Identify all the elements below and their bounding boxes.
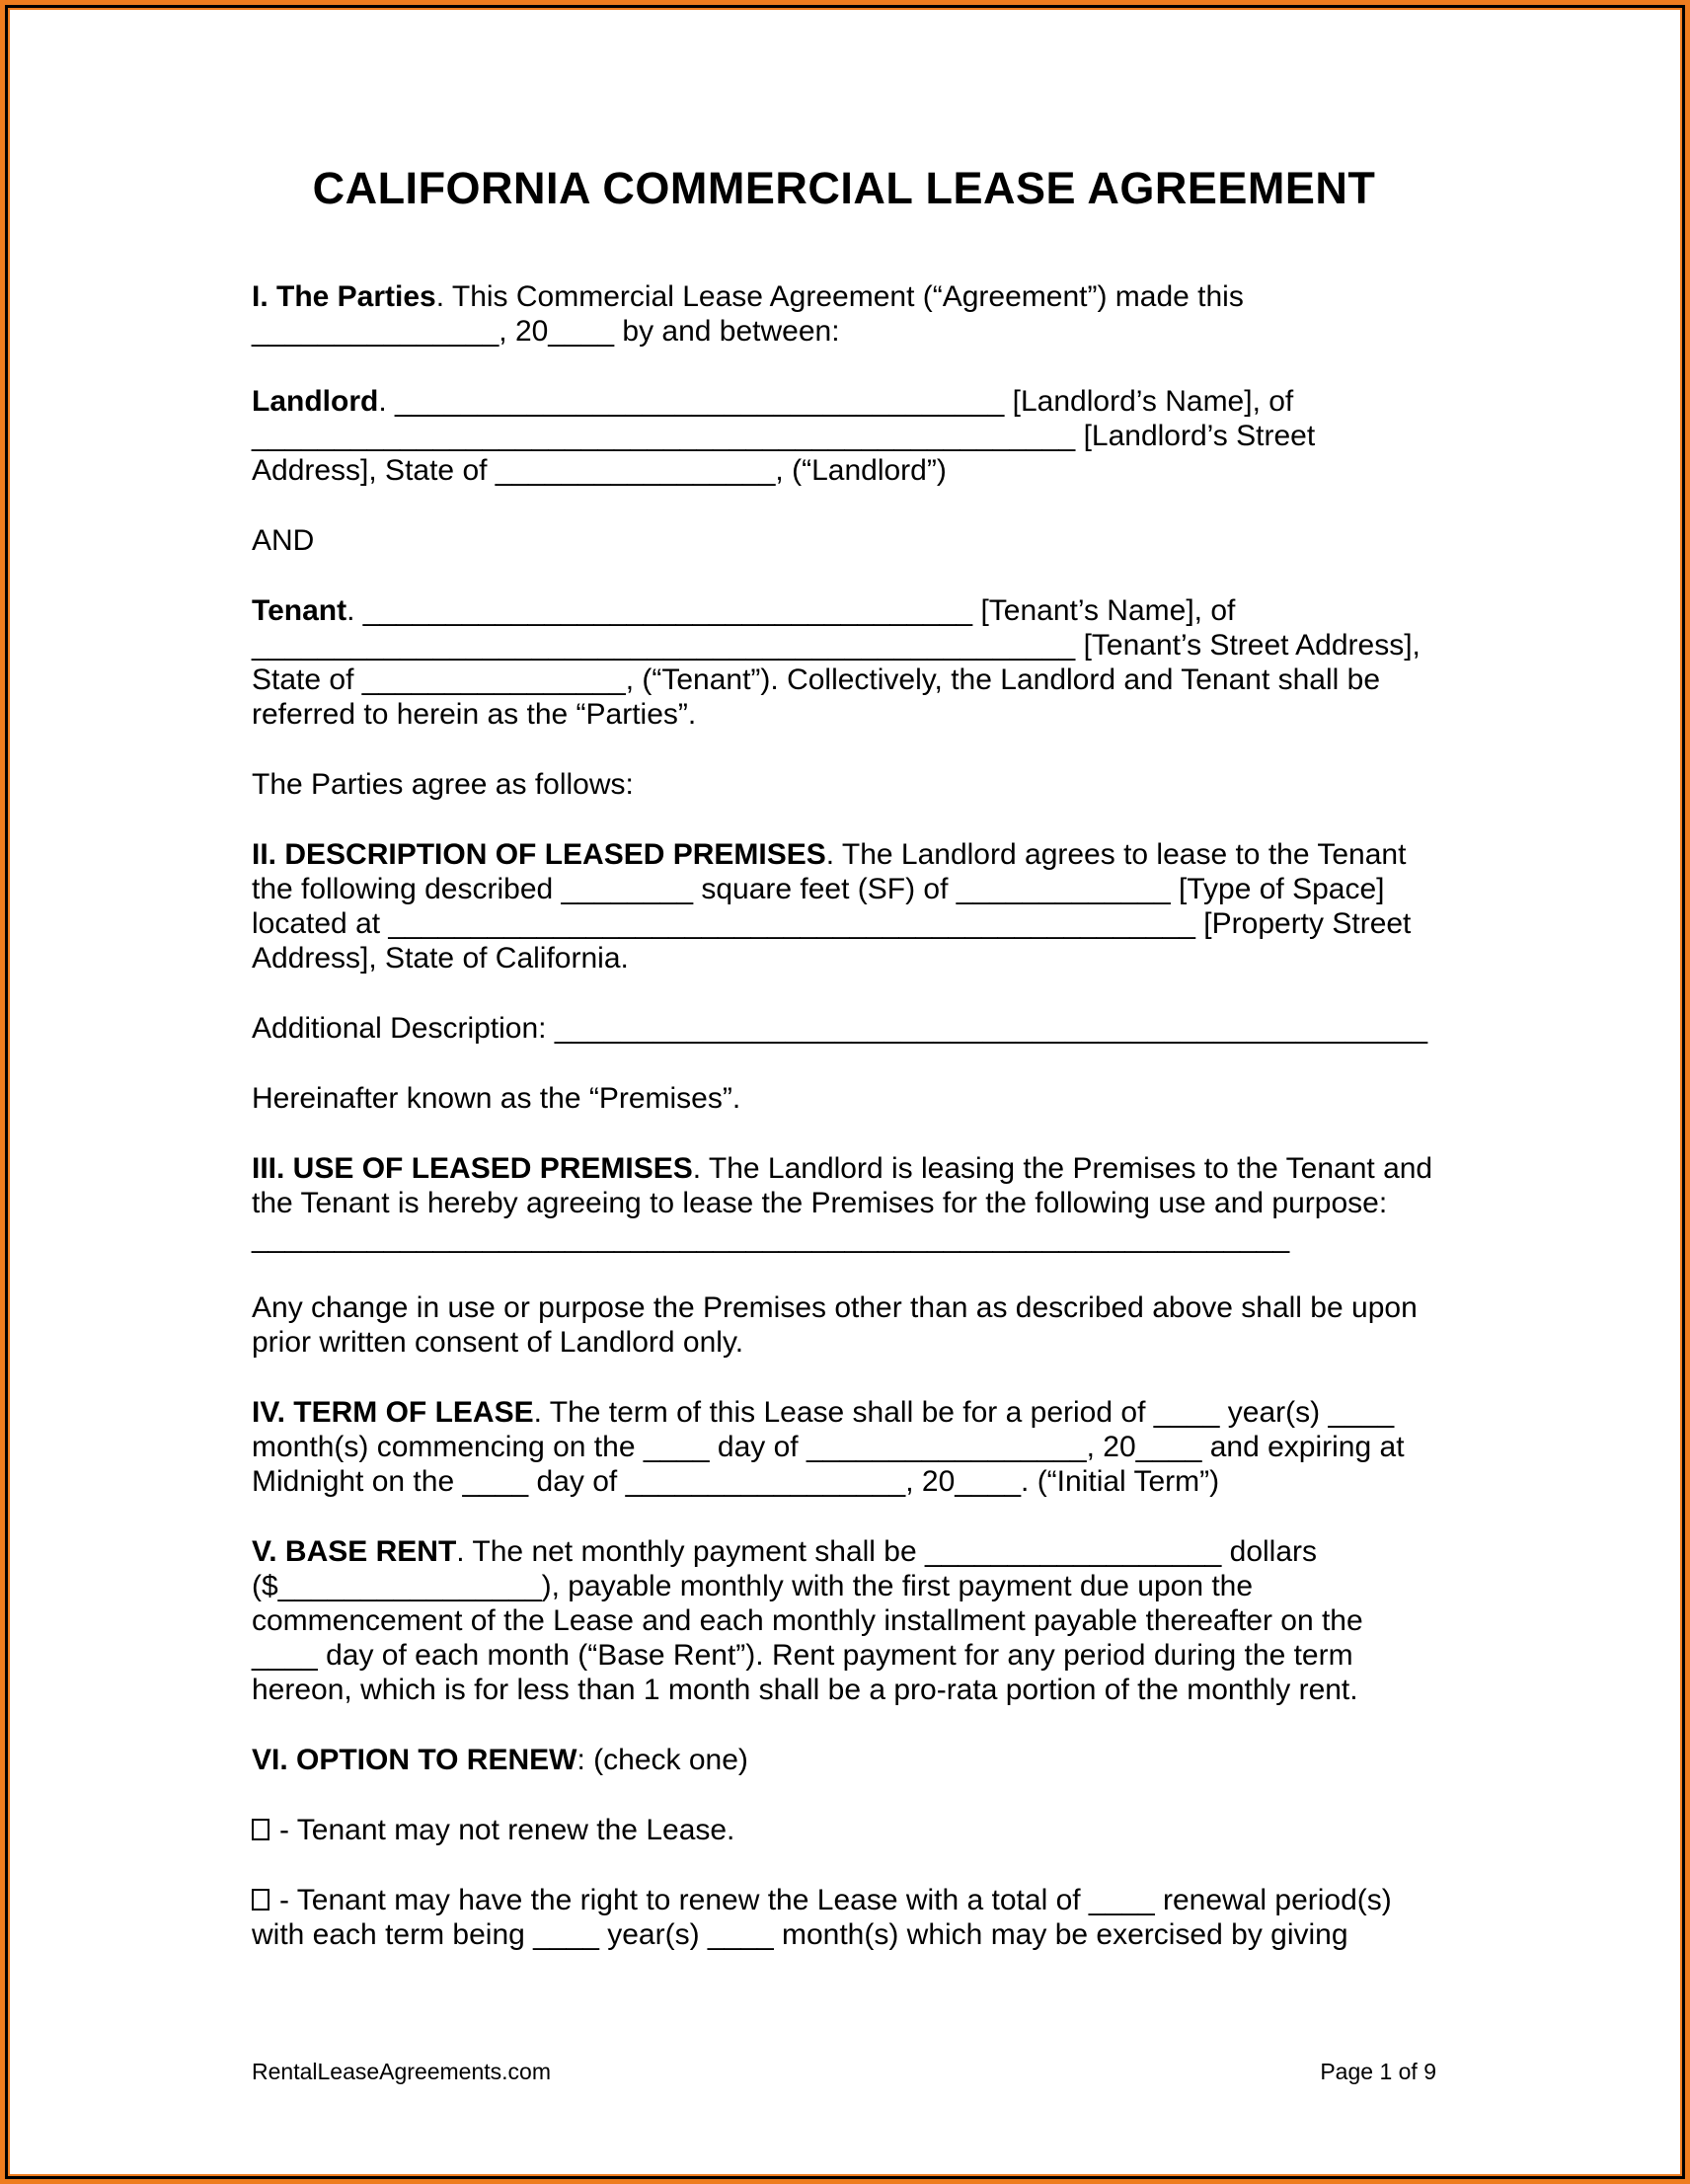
paragraph-parties [252, 279, 1436, 349]
parties-heading: I. The Parties [252, 280, 436, 313]
paragraph-landlord [252, 384, 1436, 488]
paragraph-additional-description: Additional Description: _____________________________________________________ [252, 1012, 1428, 1045]
paragraph-tenant [252, 593, 1436, 732]
parties-text: . This Commercial Lease Agreement (“Agreement”) made this _______________, 20____ by and between: [252, 280, 1244, 348]
landlord-text: . _____________________________________ [Landlord’s Name], of __________________________________________________ [Landlord’s Street Address], State of _________________, (“Landlord”) [252, 385, 1316, 487]
paragraph-term [252, 1395, 1436, 1499]
renew-text: : (check one) [576, 1744, 748, 1776]
paragraph-agreement-intro: The Parties agree as follows: [252, 768, 634, 801]
renew-heading: VI. OPTION TO RENEW [252, 1744, 577, 1776]
term-heading: IV. TERM OF LEASE [252, 1396, 534, 1429]
term-text: . The term of this Lease shall be for a period of ____ year(s) ____ month(s) commencing on the ____ day of _________________, 20____ and expiring at Midnight on the ____ day of _________________, 20____. (“Initial Term”) [252, 1396, 1405, 1498]
renew-option-1 [252, 1813, 1436, 1847]
description-text: . The Landlord agrees to lease to the Tenant the following described ________ square feet (SF) of _____________ [Type of Space] located at _________________________________________________ [Property Street Address], State of California. [252, 838, 1412, 975]
paragraph-use-change: Any change in use or purpose the Premises other than as described above shall be upon prior written consent of Landlord only. [252, 1291, 1418, 1359]
paragraph-and: AND [252, 524, 315, 557]
renew-option-1-label: - Tenant may not renew the Lease. [279, 1814, 735, 1846]
description-heading: II. DESCRIPTION OF LEASED PREMISES [252, 838, 826, 871]
tenant-heading: Tenant [252, 594, 347, 627]
footer-website: RentalLeaseAgreements.com [252, 2059, 551, 2084]
base-rent-heading: V. BASE RENT [252, 1535, 457, 1568]
paragraph-renew [252, 1743, 1436, 1777]
paragraph-base-rent [252, 1534, 1436, 1707]
renew-option-2-label: - Tenant may have the right to renew the Lease with a total of ____ renewal period(s) with each term being ____ year(s) ____ month(s) which may be exercised by giving [252, 1884, 1392, 1951]
footer-page-number: Page 1 of 9 [1320, 2059, 1436, 2084]
renew-option-2 [252, 1883, 1436, 1952]
checkbox-icon[interactable] [252, 1819, 269, 1840]
document-title: CALIFORNIA COMMERCIAL LEASE AGREEMENT [312, 163, 1376, 213]
use-text: . The Landlord is leasing the Premises to the Tenant and the Tenant is hereby agreeing to lease the Premises for the following use and purpose: _______________________________________________________________ [252, 1152, 1433, 1254]
paragraph-use [252, 1151, 1436, 1255]
checkbox-icon[interactable] [252, 1889, 269, 1911]
paragraph-hereinafter: Hereinafter known as the “Premises”. [252, 1082, 741, 1115]
paragraph-description [252, 837, 1436, 975]
landlord-heading: Landlord [252, 385, 379, 418]
use-heading: III. USE OF LEASED PREMISES [252, 1152, 693, 1185]
base-rent-text: . The net monthly payment shall be __________________ dollars ($________________), payable monthly with the first payment due upon the commencement of the Lease and each monthly installment payable thereafter on the ____ day of each month (“Base Rent”). Rent payment for any period during the term hereon, which is for less than 1 month shall be a pro-rata portion of the monthly rent. [252, 1535, 1363, 1706]
tenant-text: . _____________________________________ [Tenant’s Name], of __________________________________________________ [Tenant’s Street Address], State of ________________, (“Tenant”). Collectively, the Landlord and Tenant shall be referred to herein as the “Parties”. [252, 594, 1421, 731]
page-footer [252, 2058, 1436, 2085]
